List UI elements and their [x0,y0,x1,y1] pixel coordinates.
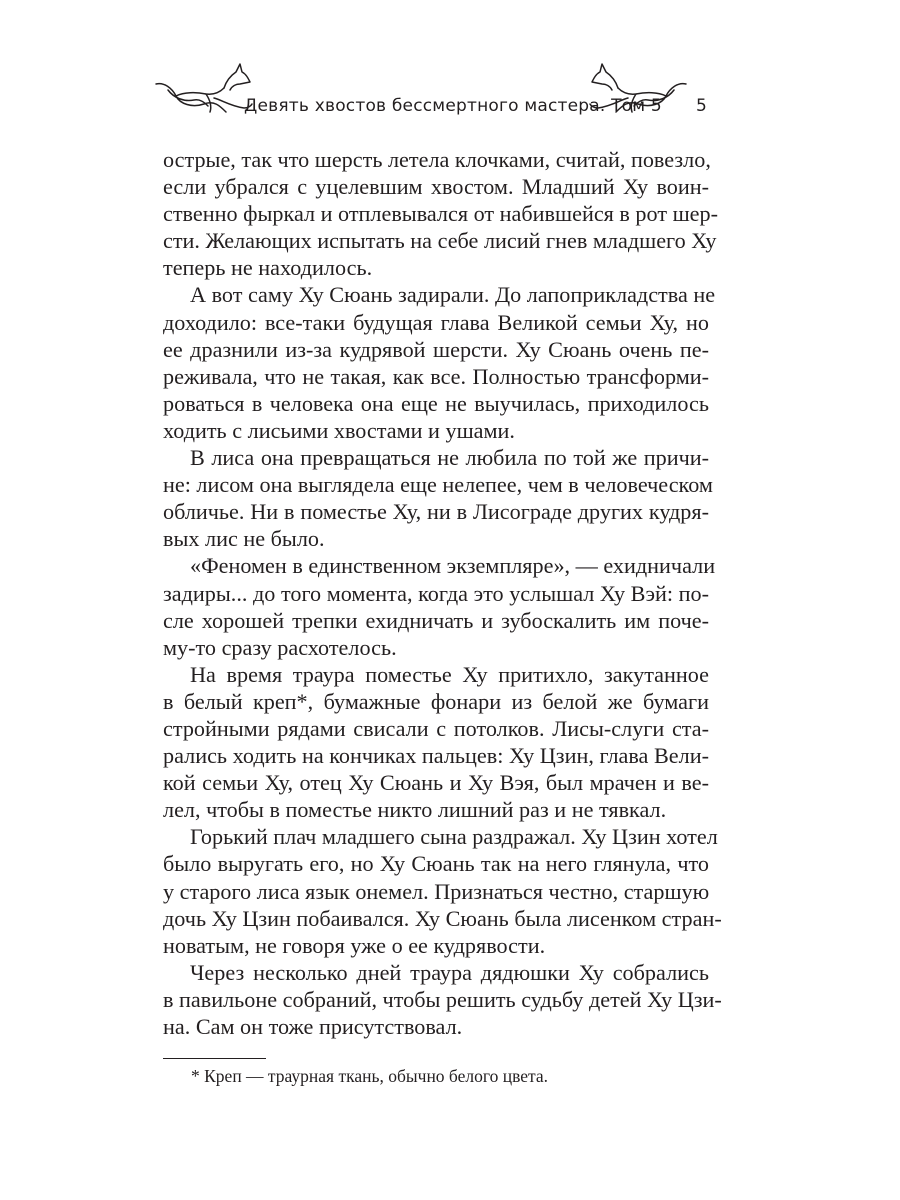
text-line: Горький плач младшего сына раздражал. Ху Цзин хотел [190,824,718,850]
text-line: острые, так что шерсть летела клочками, считай, повезло, [163,147,711,172]
running-header [150,62,740,132]
text-line: лел, чтобы в поместье никто лишний раз и не тявкал. [163,797,667,823]
paragraph [163,959,722,1040]
footnote: * Креп — траурная ткань, обычно белого цвета. [191,1066,549,1086]
paragraph [163,281,716,444]
text-line: «Феномен в единственном экземпляре», — ехидничали [190,553,716,579]
paragraph [163,444,713,552]
text-line: ственно фыркал и отплевывался от набившейся в рот шер- [163,201,718,227]
paragraph [163,661,709,824]
text-line: теперь не находилось. [163,255,373,281]
fox-ornament-icon [154,62,254,114]
text-line: в павильоне собраний, чтобы решить судьбу детей Ху Цзи- [163,986,722,1012]
text-line: в белый креп*, бумажные фонари из белой же бумаги [163,688,709,714]
text-line: на. Сам он тоже присутствовал. [163,1014,463,1039]
text-line: На время траура поместье Ху притихло, закутанное [190,661,709,687]
running-title: Девять хвостов бессмертного мастера. Том 5 [244,96,662,116]
text-line: стройными рядами свисали с потолков. Лисы-слуги ста- [163,715,709,741]
text-line: А вот саму Ху Сюань задирали. До лапоприкладства не [190,282,716,308]
text-line: дочь Ху Цзин побаивался. Ху Сюань была лисенком стран- [163,905,722,931]
text-line: если убрался с уцелевшим хвостом. Младший Ху воин- [163,174,709,200]
text-line: реживала, что не такая, как все. Полностью трансформи- [163,363,709,389]
text-line: ее дразнили из-за кудрявой шерсти. Ху Сюань очень пе- [163,336,709,362]
text-line: у старого лиса язык онемел. Признаться честно, старшую [163,878,710,904]
text-line: ходить с лисьими хвостами и ушами. [163,417,515,443]
text-line: рались ходить на кончиках пальцев: Ху Цзин, глава Вели- [163,743,709,769]
text-line: обличье. Ни в поместье Ху, ни в Лисограде других кудря- [163,499,709,525]
text-line: задиры... до того момента, когда это услышал Ху Вэй: по- [163,580,709,606]
text-line: В лиса она превращаться не любила по той же причи- [190,445,709,471]
paragraph [163,146,718,281]
text-line: сле хорошей трепки ехидничать и зубоскалить им поче- [163,607,709,633]
text-line: вых лис не было. [163,526,325,552]
text-line: Через несколько дней траура дядюшки Ху собрались [190,959,709,985]
paragraph [163,823,722,958]
page-number: 5 [696,96,707,116]
text-line: доходило: все-таки будущая глава Великой семьи Ху, но [163,309,709,335]
text-line: кой семьи Ху, отец Ху Сюань и Ху Вэя, был мрачен и ве- [163,770,709,796]
text-line: было выругать его, но Ху Сюань так на него глянула, что [163,851,709,877]
fox-ornament-icon [588,62,688,114]
text-line: роваться в человека она еще не выучилась, приходилось [163,390,709,416]
body-text [163,146,722,1040]
text-line: не: лисом она выглядела еще нелепее, чем в человеческом [163,472,713,498]
text-line: му-то сразу расхотелось. [163,634,397,660]
footnote-divider [163,1058,266,1059]
text-line: новатым, не говоря уже о ее кудрявости. [163,932,546,958]
text-line: сти. Желающих испытать на себе лисий гнев младшего Ху [163,228,717,254]
paragraph [163,552,716,660]
